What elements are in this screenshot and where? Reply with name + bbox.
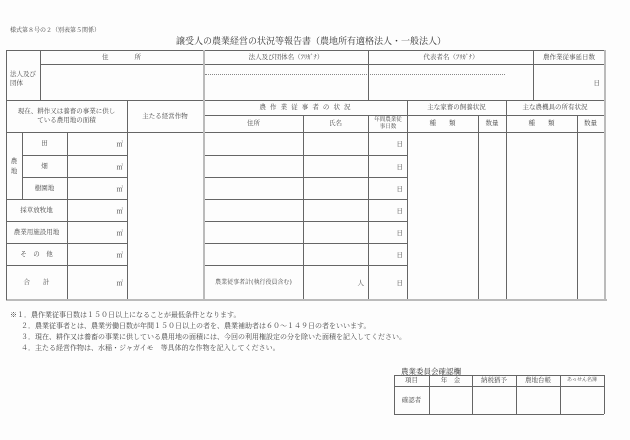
tax-deferral-confirm-cell[interactable]: [473, 387, 516, 414]
worker-total-days-input[interactable]: [369, 265, 407, 299]
sqm-unit: ㎡: [116, 250, 123, 259]
workers-header: 農 作 業 従 事 者 の 状 況: [259, 103, 352, 111]
address-header: 住 所: [102, 52, 141, 61]
machinery-type-input[interactable]: [507, 133, 577, 299]
land-row-label: 田: [41, 139, 48, 147]
livestock-header: 主な家畜の飼養状況: [427, 103, 486, 111]
land-area-input[interactable]: [67, 199, 127, 221]
machinery-header: 主な農機具の所有状況: [522, 103, 588, 111]
representative-input[interactable]: [369, 65, 533, 100]
land-row-label: 樹園地: [34, 183, 55, 192]
farmland-group-label: 農地: [10, 156, 18, 175]
corp-name-header: 法人及び団体名（ﾌﾘｶﾞﾅ）: [248, 52, 324, 61]
table-border-bottom: [6, 299, 607, 301]
col-line: [604, 375, 605, 414]
work-days-input[interactable]: [534, 65, 604, 100]
livestock-qty-input[interactable]: [479, 133, 506, 299]
days-unit: 日: [396, 250, 403, 259]
committee-title: 農業委員会確認欄: [401, 367, 461, 376]
work-days-header: 農作業従事延日数: [543, 52, 595, 61]
land-row-label: 合 計: [23, 277, 50, 286]
committee-header: 農地台帳: [525, 376, 551, 384]
committee-header: 項目: [405, 376, 418, 384]
land-row-label: 採草放牧地: [20, 205, 53, 214]
days-unit: 日: [396, 278, 403, 287]
machinery-qty-input[interactable]: [578, 133, 604, 299]
corporation-label: 法人及び団体: [10, 70, 36, 87]
machinery-col-type: 種 類: [528, 119, 555, 127]
committee-header: あっせん名簿: [567, 377, 597, 383]
land-total-input[interactable]: [67, 265, 127, 299]
person-unit: 人: [357, 278, 364, 287]
page-title: 譲受人の農業経営の状況等報告書（農地所有適格法人・一般法人）: [176, 37, 447, 47]
work-days-unit: 日: [593, 79, 600, 87]
land-area-input[interactable]: [67, 177, 127, 199]
row-line: [394, 414, 604, 415]
note-item: ３．現在、耕作又は養畜の事業に供している農用地の面積には、今回の利用権設定の分を除いた面積を記入してください。: [21, 333, 406, 341]
days-unit: 日: [396, 184, 403, 193]
days-unit: 日: [396, 162, 403, 171]
days-unit: 日: [396, 206, 403, 215]
livestock-col-qty: 数量: [485, 119, 499, 127]
days-unit: 日: [396, 140, 403, 148]
sqm-unit: ㎡: [116, 228, 123, 237]
worker-days-input[interactable]: [369, 132, 407, 155]
sqm-unit: ㎡: [116, 278, 123, 287]
corp-name-input[interactable]: [204, 65, 368, 100]
land-row-label: そ の 他: [20, 249, 53, 258]
pension-confirm-cell[interactable]: [430, 387, 472, 414]
address-input[interactable]: [41, 65, 203, 100]
note-item: ４．主たる経営作物は、水稲・ジャガイモ 等具体的な作物を記入してください。: [21, 344, 280, 352]
sqm-unit: ㎡: [116, 162, 123, 171]
worker-days-input[interactable]: [369, 177, 407, 199]
land-area-input[interactable]: [67, 221, 127, 243]
livestock-col-type: 種 類: [429, 119, 456, 127]
worker-name-inputs[interactable]: [304, 133, 368, 265]
land-row-label: 畑: [41, 161, 48, 170]
main-crop-input[interactable]: [127, 132, 203, 299]
table-border-right: [604, 50, 606, 301]
workers-col-address: 住所: [247, 119, 260, 127]
workers-col-days: 年間農業従事日数: [374, 116, 402, 130]
livestock-type-input[interactable]: [408, 133, 478, 299]
workers-col-name: 氏名: [329, 119, 342, 127]
committee-header: 納税猶予: [481, 376, 507, 384]
sqm-unit: ㎡: [116, 184, 123, 193]
land-area-input[interactable]: [67, 155, 127, 177]
worker-address-inputs[interactable]: [205, 133, 303, 265]
worker-days-input[interactable]: [369, 221, 407, 243]
land-row-label: 農業用施設用地: [13, 227, 60, 236]
land-area-input[interactable]: [67, 243, 127, 265]
worker-days-input[interactable]: [369, 199, 407, 221]
worker-days-input[interactable]: [369, 155, 407, 177]
land-area-header: 現在、耕作又は養畜の事業に供している農用地の面積: [17, 107, 116, 124]
mediation-list-confirm-cell[interactable]: [561, 387, 604, 414]
sqm-unit: ㎡: [116, 140, 123, 148]
note-item: ※１．農作業従事日数は１５０日以上になることが最低条件となります。: [10, 311, 241, 319]
workers-total-count-input[interactable]: [303, 265, 368, 299]
main-crop-header: 主たる経営作物: [142, 111, 188, 120]
days-unit: 日: [396, 228, 403, 237]
note-item: ２．農業従事者とは、農業労働日数が年間１５０日以上の者を、農業補助者は６０～１４９日の者をいいます。: [21, 322, 371, 330]
sqm-unit: ㎡: [116, 206, 123, 215]
workers-total-label: 農業従事者計(執行役員含む): [215, 278, 292, 286]
representative-header: 代表者名（ﾌﾘｶﾞﾅ）: [423, 52, 479, 61]
machinery-col-qty: 数量: [584, 119, 597, 127]
farmland-ledger-confirm-cell[interactable]: [517, 387, 560, 414]
worker-days-input[interactable]: [369, 243, 407, 265]
form-number: 様式第８号の２（別表第５関係）: [10, 27, 101, 34]
confirmer-label: 確認者: [401, 395, 422, 404]
land-area-input[interactable]: [67, 132, 127, 155]
committee-header: 年 金: [440, 376, 461, 384]
